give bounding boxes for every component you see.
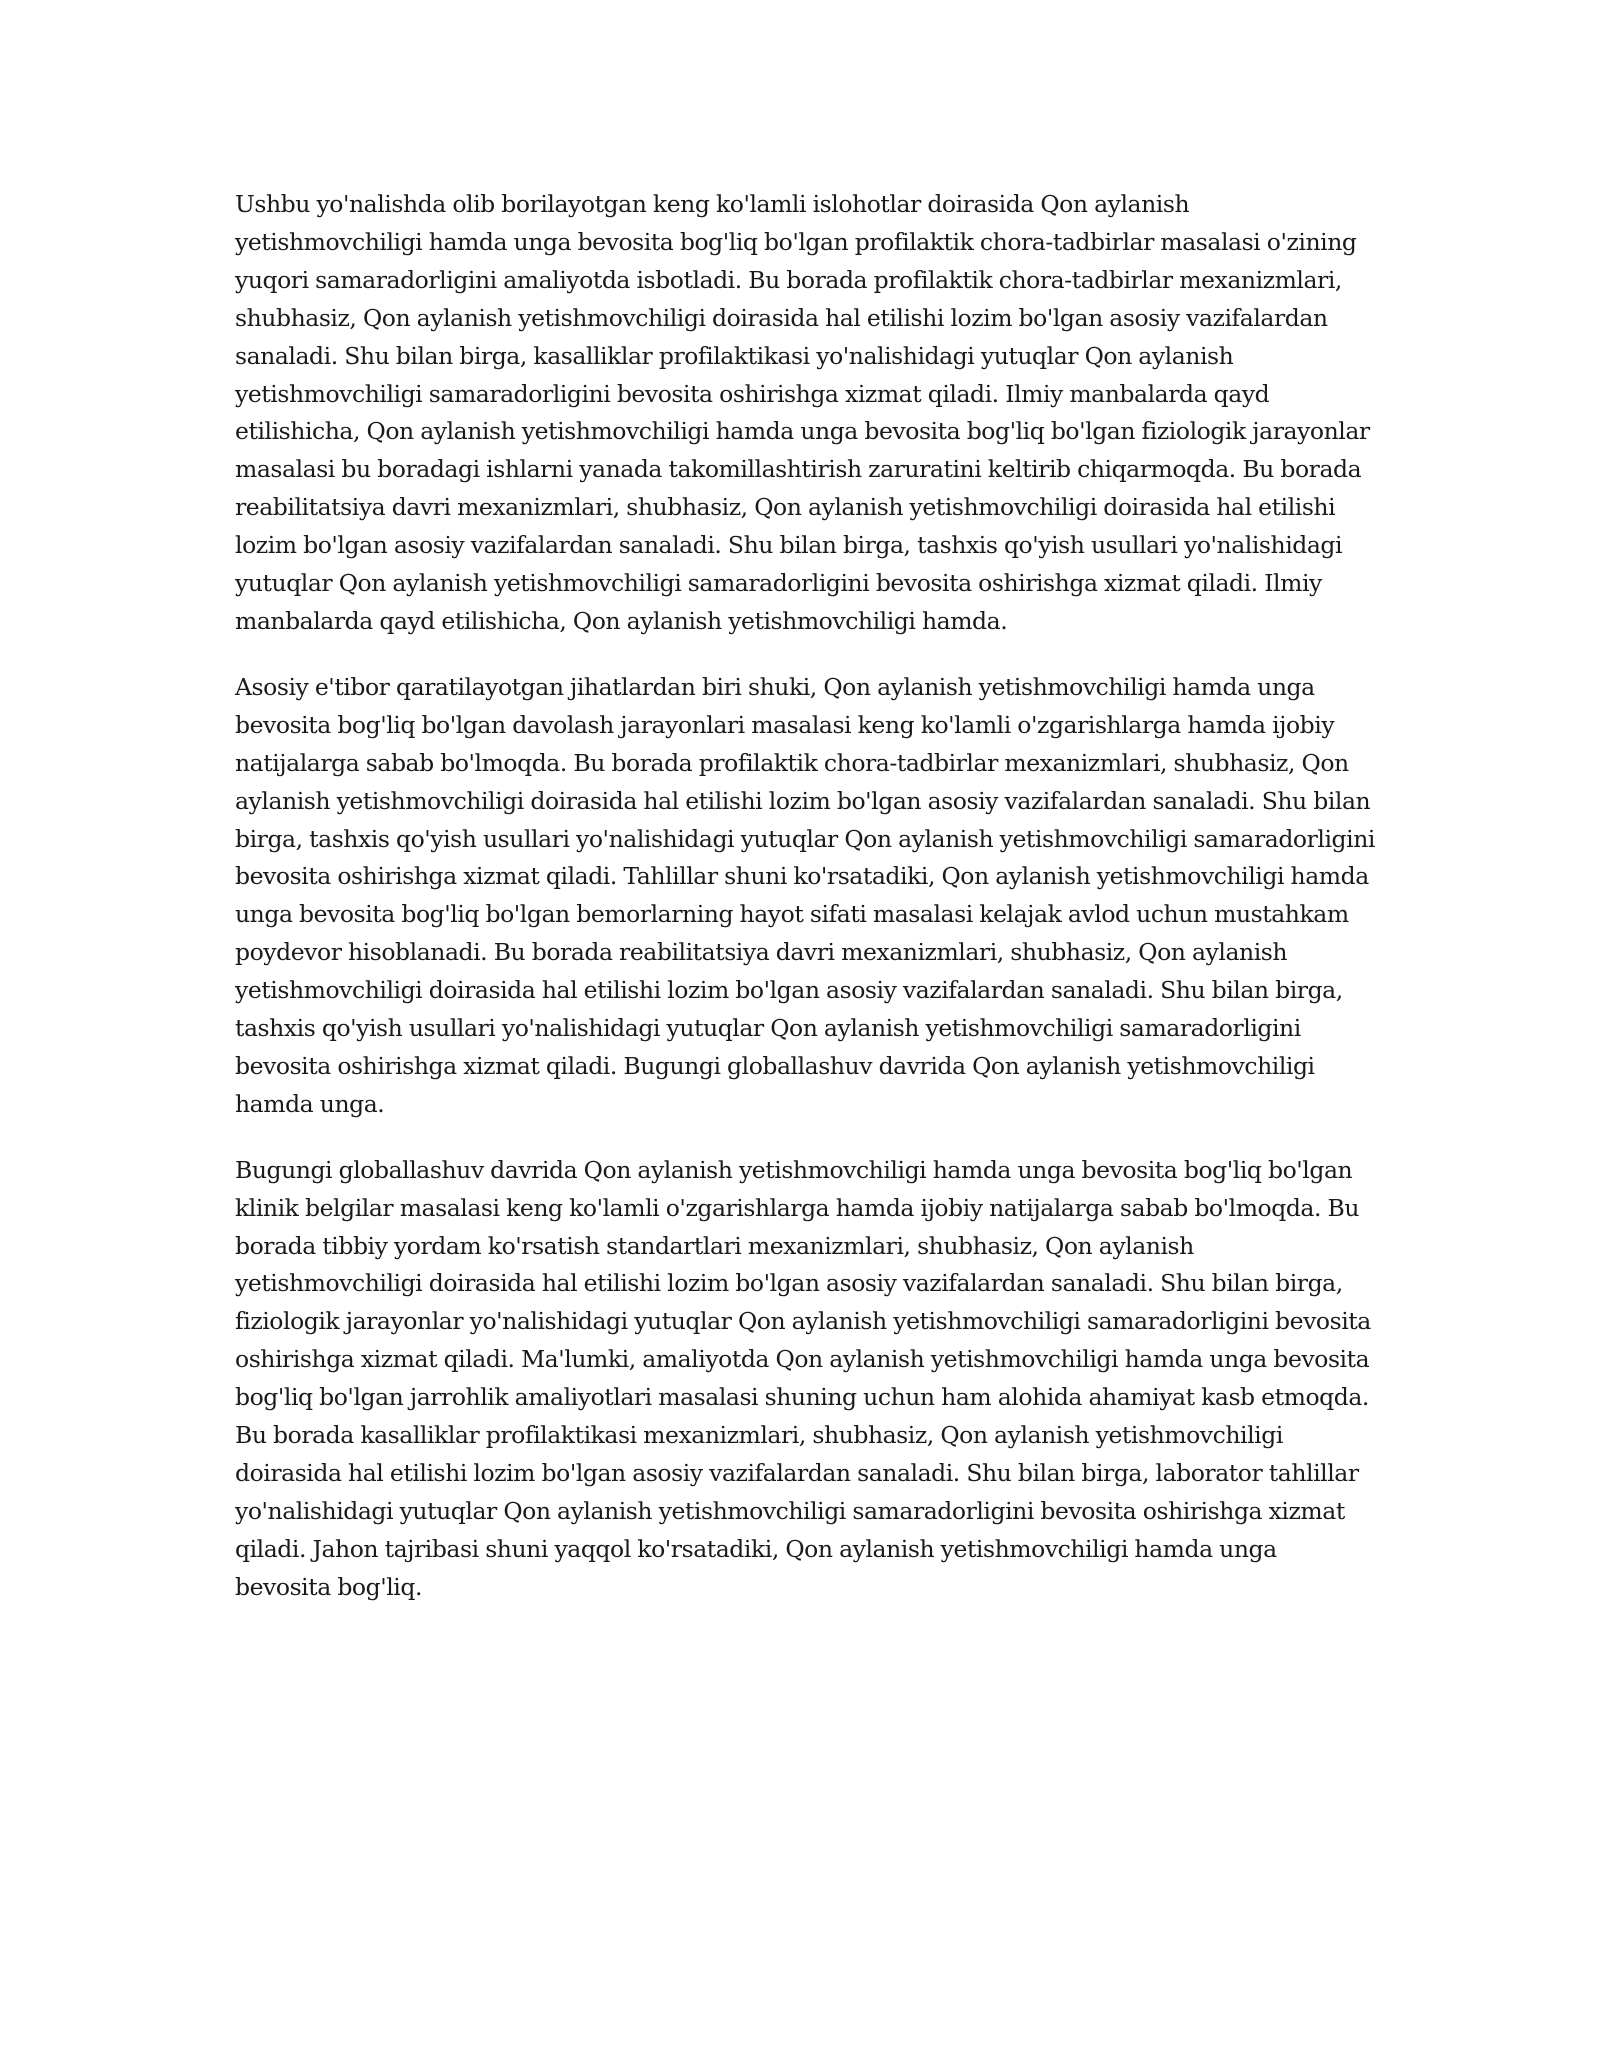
document-body <box>235 186 1375 1635</box>
paragraph-2: Asosiy e'tibor qaratilayotgan jihatlardan biri shuki, Qon aylanish yetishmovchiligi hamda unga bevosita bog'liq bo'lgan davolash jarayonlari masalasi keng ko'lamli o'zgarishlarga hamda ijobiy natijalarga sabab bo'lmoqda. Bu borada profilaktik chora-tadbirlar mexanizmlari, shubhasiz, Qon aylanish yetishmovchiligi doirasida hal etilishi lozim bo'lgan asosiy vazifalardan sanaladi. Shu bilan birga, tashxis qo'yish usullari yo'nalishidagi yutuqlar Qon aylanish yetishmovchiligi samaradorligini bevosita oshirishga xizmat qiladi. Tahlillar shuni ko'rsatadiki, Qon aylanish yetishmovchiligi hamda unga bevosita bog'liq bo'lgan bemorlarning hayot sifati masalasi kelajak avlod uchun mustahkam poydevor hisoblanadi. Bu borada reabilitatsiya davri mexanizmlari, shubhasiz, Qon aylanish yetishmovchiligi doirasida hal etilishi lozim bo'lgan asosiy vazifalardan sanaladi. Shu bilan birga, tashxis qo'yish usullari yo'nalishidagi yutuqlar Qon aylanish yetishmovchiligi samaradorligini bevosita oshirishga xizmat qiladi. Bugungi globallashuv davrida Qon aylanish yetishmovchiligi hamda unga. <box>235 672 1375 1118</box>
paragraph-1: Ushbu yo'nalishda olib borilayotgan keng ko'lamli islohotlar doirasida Qon aylanish yetishmovchiligi hamda unga bevosita bog'liq bo'lgan profilaktik chora-tadbirlar masalasi o'zining yuqori samaradorligini amaliyotda isbotladi. Bu borada profilaktik chora-tadbirlar mexanizmlari, shubhasiz, Qon aylanish yetishmovchiligi doirasida hal etilishi lozim bo'lgan asosiy vazifalardan sanaladi. Shu bilan birga, kasalliklar profilaktikasi yo'nalishidagi yutuqlar Qon aylanish yetishmovchiligi samaradorligini bevosita oshirishga xizmat qiladi. Ilmiy manbalarda qayd etilishicha, Qon aylanish yetishmovchiligi hamda unga bevosita bog'liq bo'lgan fiziologik jarayonlar masalasi bu boradagi ishlarni yanada takomillashtirish zaruratini keltirib chiqarmoqda. Bu borada reabilitatsiya davri mexanizmlari, shubhasiz, Qon aylanish yetishmovchiligi doirasida hal etilishi lozim bo'lgan asosiy vazifalardan sanaladi. Shu bilan birga, tashxis qo'yish usullari yo'nalishidagi yutuqlar Qon aylanish yetishmovchiligi samaradorligini bevosita oshirishga xizmat qiladi. Ilmiy manbalarda qayd etilishicha, Qon aylanish yetishmovchiligi hamda. <box>235 190 1370 635</box>
paragraph-3: Bugungi globallashuv davrida Qon aylanish yetishmovchiligi hamda unga bevosita bog'liq bo'lgan klinik belgilar masalasi keng ko'lamli o'zgarishlarga hamda ijobiy natijalarga sabab bo'lmoqda. Bu borada tibbiy yordam ko'rsatish standartlari mexanizmlari, shubhasiz, Qon aylanish yetishmovchiligi doirasida hal etilishi lozim bo'lgan asosiy vazifalardan sanaladi. Shu bilan birga, fiziologik jarayonlar yo'nalishidagi yutuqlar Qon aylanish yetishmovchiligi samaradorligini bevosita oshirishga xizmat qiladi. Ma'lumki, amaliyotda Qon aylanish yetishmovchiligi hamda unga bevosita bog'liq bo'lgan jarrohlik amaliyotlari masalasi shuning uchun ham alohida ahamiyat kasb etmoqda. Bu borada kasalliklar profilaktikasi mexanizmlari, shubhasiz, Qon aylanish yetishmovchiligi doirasida hal etilishi lozim bo'lgan asosiy vazifalardan sanaladi. Shu bilan birga, laborator tahlillar yo'nalishidagi yutuqlar Qon aylanish yetishmovchiligi samaradorligini bevosita oshirishga xizmat qiladi. Jahon tajribasi shuni yaqqol ko'rsatadiki, Qon aylanish yetishmovchiligi hamda unga bevosita bog'liq. <box>235 1155 1371 1601</box>
